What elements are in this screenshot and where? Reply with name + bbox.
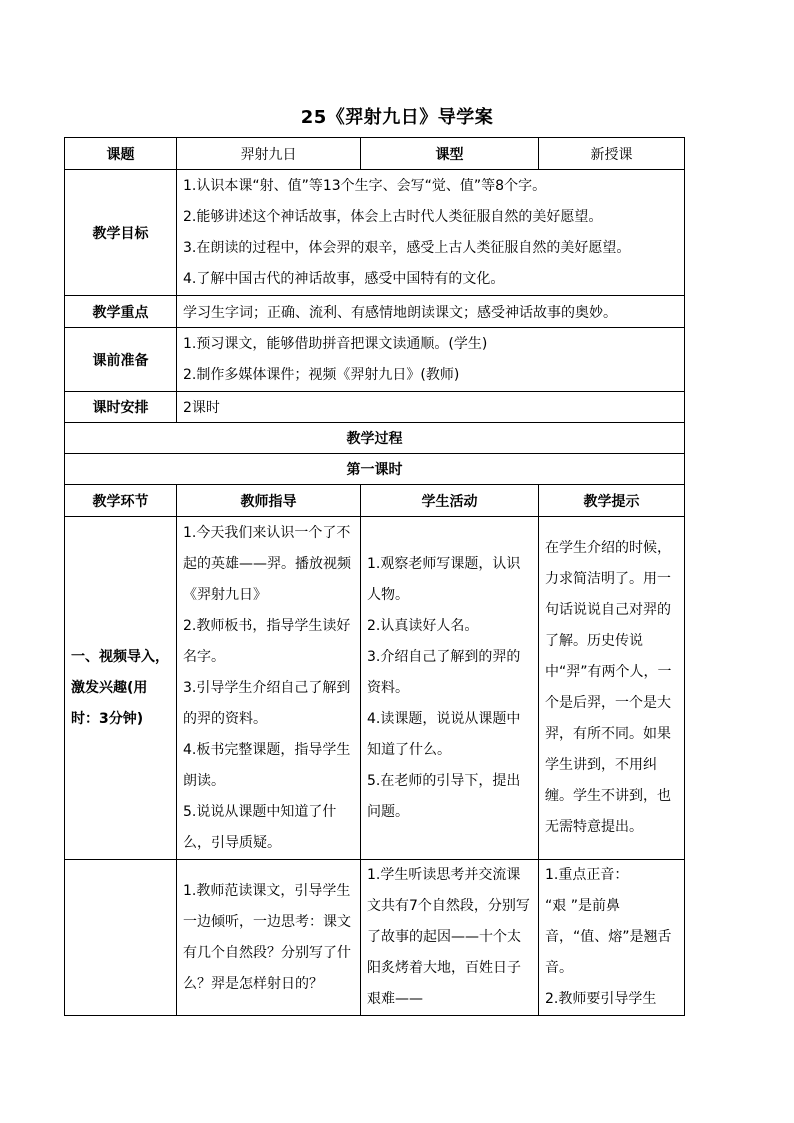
stage-reading: [65, 860, 177, 1016]
tip-text: 2.教师要引导学生: [545, 991, 657, 1007]
focus-label: 教学重点: [65, 296, 177, 328]
focus-text: 学习生字词；正确、流利、有感情地朗读课文；感受神话故事的奥妙。: [177, 296, 685, 328]
goals-row: [65, 170, 685, 296]
type-label: 课型: [361, 138, 539, 170]
prep-content: [177, 328, 685, 392]
teacher-step: 1.教师范读课文，引导学生一边倾听，一边思考：课文有几个自然段？分别写了什么？羿是怎样射日的？: [183, 882, 351, 992]
schedule-row: [65, 392, 685, 423]
teacher-step: 5.说说从课题中知道了什么，引导质疑。: [183, 803, 337, 851]
teacher-step: 1.今天我们来认识一个了不起的英雄——羿。播放视频《羿射九日》: [183, 524, 351, 603]
schedule-text: 2课时: [177, 392, 685, 423]
type-value: 新授课: [539, 138, 685, 170]
student-activity-reading: [361, 860, 539, 1016]
goals-content: [177, 170, 685, 296]
teacher-guidance-reading: [177, 860, 361, 1016]
header-row: [65, 138, 685, 170]
student-step: 1.观察老师写课题，认识人物。: [367, 555, 521, 603]
student-step: 1.学生听读思考并交流课文共有7个自然段，分别写了故事的起因——十个太阳炙烤着大地，百姓日子艰难——: [367, 867, 530, 1007]
teacher-step: 3.引导学生介绍自己了解到的羿的资料。: [183, 679, 351, 727]
lesson-title-row: [65, 454, 685, 485]
prep-label: 课前准备: [65, 328, 177, 392]
student-step: 5.在老师的引导下，提出问题。: [367, 772, 521, 820]
column-header-row: [65, 485, 685, 517]
goals-label: 教学目标: [65, 170, 177, 296]
prep-item: 1.预习课文，能够借助拼音把课文读通顺。(学生): [183, 335, 488, 352]
prep-row: [65, 328, 685, 392]
process-row-reading: [65, 860, 685, 1016]
process-row-intro: [65, 517, 685, 860]
column-header-teacher: 教师指导: [177, 485, 361, 517]
lesson-title: 第一课时: [65, 454, 685, 485]
focus-row: [65, 296, 685, 328]
topic-value: 羿射九日: [177, 138, 361, 170]
schedule-label: 课时安排: [65, 392, 177, 423]
lesson-plan-table: [64, 137, 685, 1016]
student-step: 2.认真读好人名。: [367, 617, 479, 634]
prep-item: 2.制作多媒体课件；视频《羿射九日》(教师): [183, 366, 460, 383]
teacher-guidance-intro: [177, 517, 361, 860]
teacher-step: 4.板书完整课题，指导学生朗读。: [183, 741, 351, 789]
column-header-tip: 教学提示: [539, 485, 685, 517]
student-activity-intro: [361, 517, 539, 860]
tip-text: “艰 ”是前鼻音，“值、熔”是翘舌音。: [545, 898, 672, 976]
topic-label: 课题: [65, 138, 177, 170]
student-step: 3.介绍自己了解到的羿的资料。: [367, 648, 521, 696]
goal-item: 3.在朗读的过程中，体会羿的艰辛，感受上古人类征服自然的美好愿望。: [183, 239, 631, 256]
goal-item: 4.了解中国古代的神话故事，感受中国特有的文化。: [183, 270, 505, 287]
page-title: 25《羿射九日》导学案: [300, 107, 494, 128]
stage-intro: 一、视频导入，激发兴趣(用时：3分钟): [65, 517, 177, 860]
process-title-row: [65, 423, 685, 454]
column-header-stage: 教学环节: [65, 485, 177, 517]
tip-text: 1.重点正音：: [545, 867, 629, 883]
tip-text: 在学生介绍的时候，力求简洁明了。用一句话说说自己对羿的了解。历史传说中“羿”有两个人，一个是后羿，一个是大羿，有所不同。如果学生讲到，不用纠缠。学生不讲到，也无需特意提出。: [545, 540, 672, 835]
goal-item: 2.能够讲述这个神话故事，体会上古时代人类征服自然的美好愿望。: [183, 208, 603, 225]
teaching-tip-intro: [539, 517, 685, 860]
teaching-tip-reading: [539, 860, 685, 1016]
process-title: 教学过程: [65, 423, 685, 454]
student-step: 4.读课题，说说从课题中知道了什么。: [367, 710, 521, 758]
goal-item: 1.认识本课“射、值”等13个生字、会写“觉、值”等8个字。: [183, 177, 547, 194]
column-header-student: 学生活动: [361, 485, 539, 517]
teacher-step: 2.教师板书，指导学生读好名字。: [183, 617, 351, 665]
